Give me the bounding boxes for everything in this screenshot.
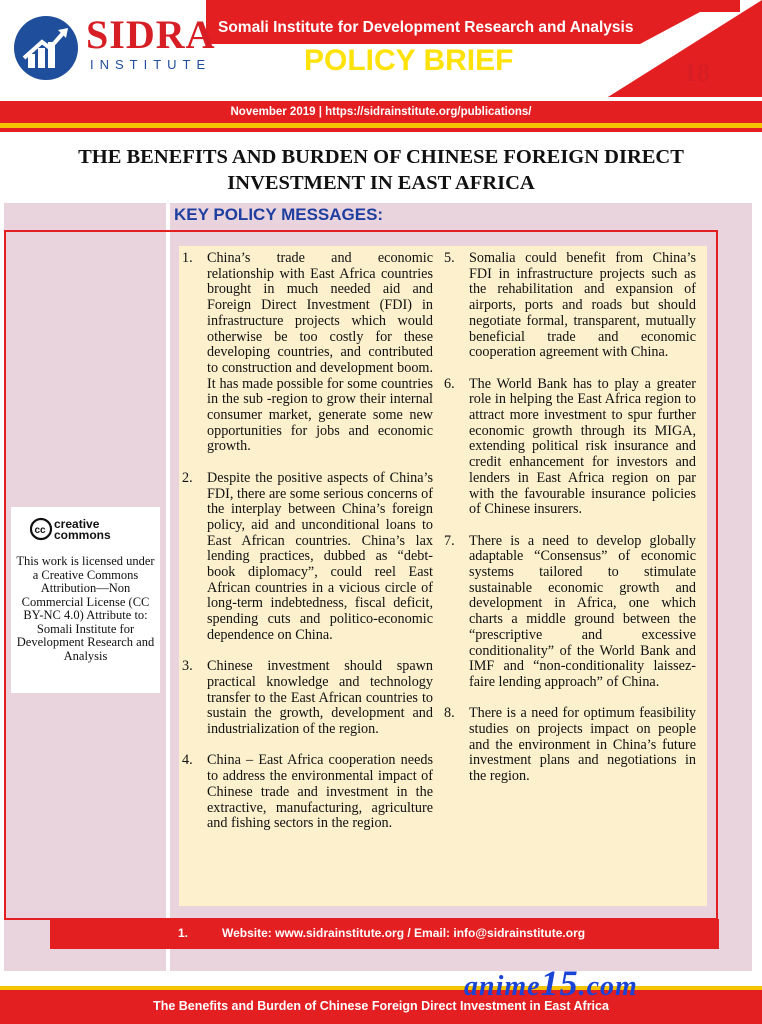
watermark-part-b: 15	[540, 963, 579, 1003]
title-line-2: INVESTMENT IN EAST AFRICA	[227, 172, 535, 194]
item-text: There is a need to develop globally adaptable “Consensus” of economic systems tailored to stimulate sustainable economic growth and development in Africa, one which charts a middle ground between the “prescriptive and excessive conditionality” of the World Bank and IMF and “non-conditionality laissez-faire lending approach” of China.	[469, 532, 696, 690]
item-number: 1.	[182, 250, 193, 266]
cc-logo-line1: creative	[54, 517, 100, 531]
watermark	[464, 962, 638, 1004]
list-item	[444, 534, 696, 691]
bottom-title: The Benefits and Burden of Chinese Foreign Direct Investment in East Africa	[153, 999, 609, 1013]
item-number: 6.	[444, 375, 455, 392]
item-number: 2.	[182, 469, 193, 486]
list-item	[444, 377, 696, 518]
key-messages-heading: KEY POLICY MESSAGES:	[174, 205, 384, 224]
list-item	[182, 753, 433, 832]
org-name: Somali Institute for Development Research and Analysis	[218, 19, 634, 36]
logo-name: SIDRA	[86, 12, 216, 57]
cc-logo-line2: commons	[54, 528, 111, 541]
title-line-1: THE BENEFITS AND BURDEN OF CHINESE FOREIGN DIRECT	[78, 146, 684, 168]
item-number: 3.	[182, 658, 193, 675]
brief-title: POLICY BRIEF	[304, 44, 514, 77]
list-item	[182, 659, 433, 738]
list-item	[182, 251, 433, 455]
item-text: There is a need for optimum feasibility studies on projects impact on people and the environment in China’s future investment plans and negotiations in the region.	[469, 705, 696, 785]
item-number: 8.	[444, 705, 455, 722]
sidra-logo-icon	[14, 16, 78, 80]
bottom-yellow-stripe	[0, 986, 762, 990]
item-number: 7.	[444, 532, 455, 549]
page-title	[20, 144, 742, 196]
item-text: China – East Africa cooperation needs to address the environmental impact of Chinese trade and investment in the extractive, manufacturing, agriculture and fishing sectors in the region.	[207, 752, 433, 832]
watermark-part-c: .com	[578, 971, 638, 1002]
item-number: 5.	[444, 250, 455, 266]
item-text: Chinese investment should spawn practical knowledge and technology transfer to the East African countries to sustain the growth, development and industrialization of the region.	[207, 658, 433, 738]
logo-subtitle: INSTITUTE	[90, 57, 212, 72]
creative-commons-icon	[30, 517, 140, 541]
item-text: China’s trade and economic relationship with East Africa countries brought in much needed aid and Foreign Direct Investment (FDI) in infrastructure projects which would otherwise be too costly for these developing countries, and contributed to construction and development boom. It has made possible for some countries in the sub -region to grow their internal consumer market, generate some new opportunities for jobs and economic growth.	[207, 250, 433, 455]
svg-text:cc: cc	[34, 525, 46, 536]
item-text: The World Bank has to play a greater role in helping the East Africa region to attract more investment to spur further economic growth through its MIGA, extending political risk insurance and credit enhancement for investors and lenders in East Africa region on par with the favourable insurance policies of Chinese insurers.	[469, 375, 696, 518]
item-text: Somalia could benefit from China’s FDI in infrastructure projects such as the rehabilitation and expansion of airports, ports and roads but should negotiate formal, transparent, mutually beneficial trade and economic cooperation agreement with China.	[469, 250, 696, 361]
red-stripe	[0, 128, 762, 132]
license-text: This work is licensed under a Creative Commons Attribution—Non Commercial License (CC BY-NC 4.0) Attribute to: Somali Institute for Development Research and Analysis	[16, 554, 155, 663]
date-url-bar: November 2019 | https://sidrainstitute.org/publications/	[0, 101, 762, 123]
website-bar-number: 1.	[178, 926, 189, 940]
messages-column-left	[182, 251, 433, 848]
list-item	[444, 706, 696, 785]
list-item	[182, 471, 433, 644]
item-text: Despite the positive aspects of China’s FDI, there are some serious concerns of the interplay between China’s foreign policy, aid and unconditional loans to East African countries. China’s lax lending practices, dubbed as “debt-book diplomacy”, could reel East African countries in a vicious circle of long-term indebtedness, fiscal deficit, spending cuts and politico-economic dependence on China.	[207, 469, 433, 643]
watermark-part-a: anime	[464, 971, 541, 1002]
brief-number: 18	[684, 58, 710, 87]
website-contact-text[interactable]: Website: www.sidrainstitute.org / Email: info@sidrainstitute.org	[222, 926, 586, 940]
list-item	[444, 251, 696, 361]
messages-column-right	[444, 251, 696, 801]
item-number: 4.	[182, 752, 193, 769]
